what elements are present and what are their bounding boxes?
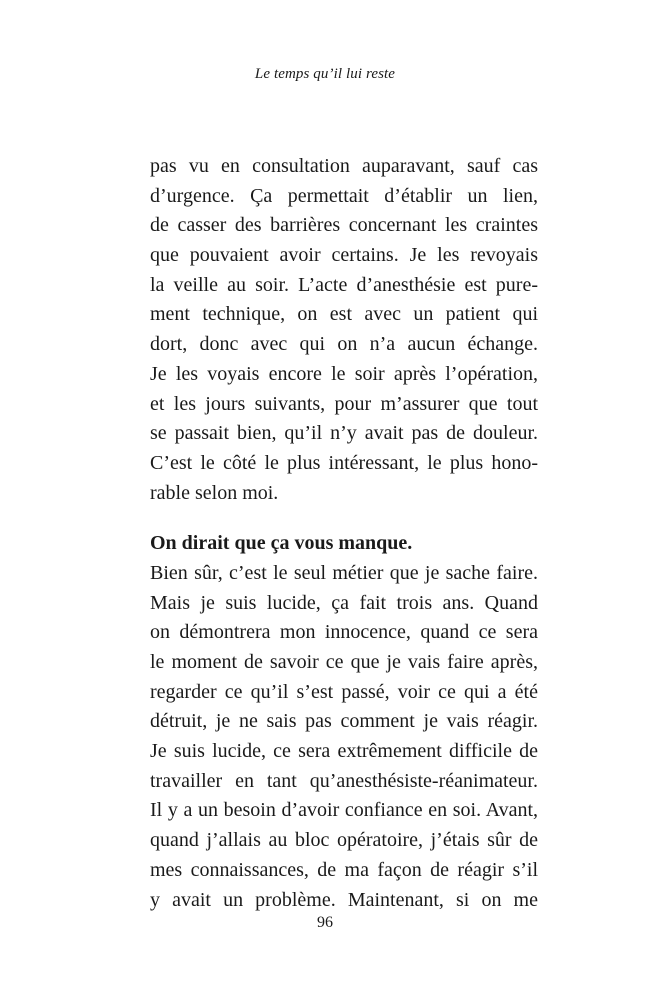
text-line: regarder ce qu’il s’est passé, voir ce qui a été	[150, 680, 538, 703]
paragraph-2	[150, 559, 538, 915]
text-line: détruit, je ne sais pas comment je vais réagir.	[150, 710, 538, 733]
interview-question: On dirait que ça vous manque.	[150, 532, 413, 555]
text-line: la veille au soir. L’acte d’anesthésie est pure-	[150, 273, 538, 296]
paragraph-1	[150, 152, 538, 508]
text-line: d’urgence. Ça permettait d’établir un lien,	[150, 184, 538, 207]
text-line: on démontrera mon innocence, quand ce sera	[150, 621, 538, 644]
text-line: et les jours suivants, pour m’assurer que tout	[150, 392, 538, 415]
text-line: Il y a un besoin d’avoir confiance en soi. Avant,	[150, 799, 538, 822]
text-line: dort, donc avec qui on n’a aucun échange.	[150, 333, 538, 356]
text-line: rable selon moi.	[150, 481, 279, 504]
paragraph-spacer	[150, 508, 538, 529]
text-line: mes connaissances, de ma façon de réagir s’il	[150, 858, 538, 881]
text-line: ment technique, on est avec un patient qui	[150, 303, 538, 326]
text-line: Je les voyais encore le soir après l’opération,	[150, 362, 538, 385]
text-line: quand j’allais au bloc opératoire, j’étais sûr de	[150, 829, 538, 852]
running-head: Le temps qu’il lui reste	[254, 66, 396, 82]
text-line: Mais je suis lucide, ça fait trois ans. Quand	[150, 591, 538, 614]
text-line: y avait un problème. Maintenant, si on me	[150, 888, 538, 911]
text-line: Je suis lucide, ce sera extrêmement difficile de	[150, 740, 538, 763]
text-line: C’est le côté le plus intéressant, le plus hono-	[150, 451, 538, 474]
text-line: travailler en tant qu’anesthésiste-réanimateur.	[150, 769, 538, 792]
text-line: que pouvaient avoir certains. Je les revoyais	[150, 244, 538, 267]
text-line: le moment de savoir ce que je vais faire après,	[150, 651, 538, 673]
page-body	[150, 152, 538, 915]
text-line: se passait bien, qu’il n’y avait pas de douleur.	[150, 422, 538, 445]
page-number: 96	[317, 914, 333, 931]
text-line: Bien sûr, c’est le seul métier que je sache faire.	[150, 561, 538, 584]
text-line: de casser des barrières concernant les craintes	[150, 214, 538, 237]
text-line: pas vu en consultation auparavant, sauf cas	[150, 155, 538, 177]
